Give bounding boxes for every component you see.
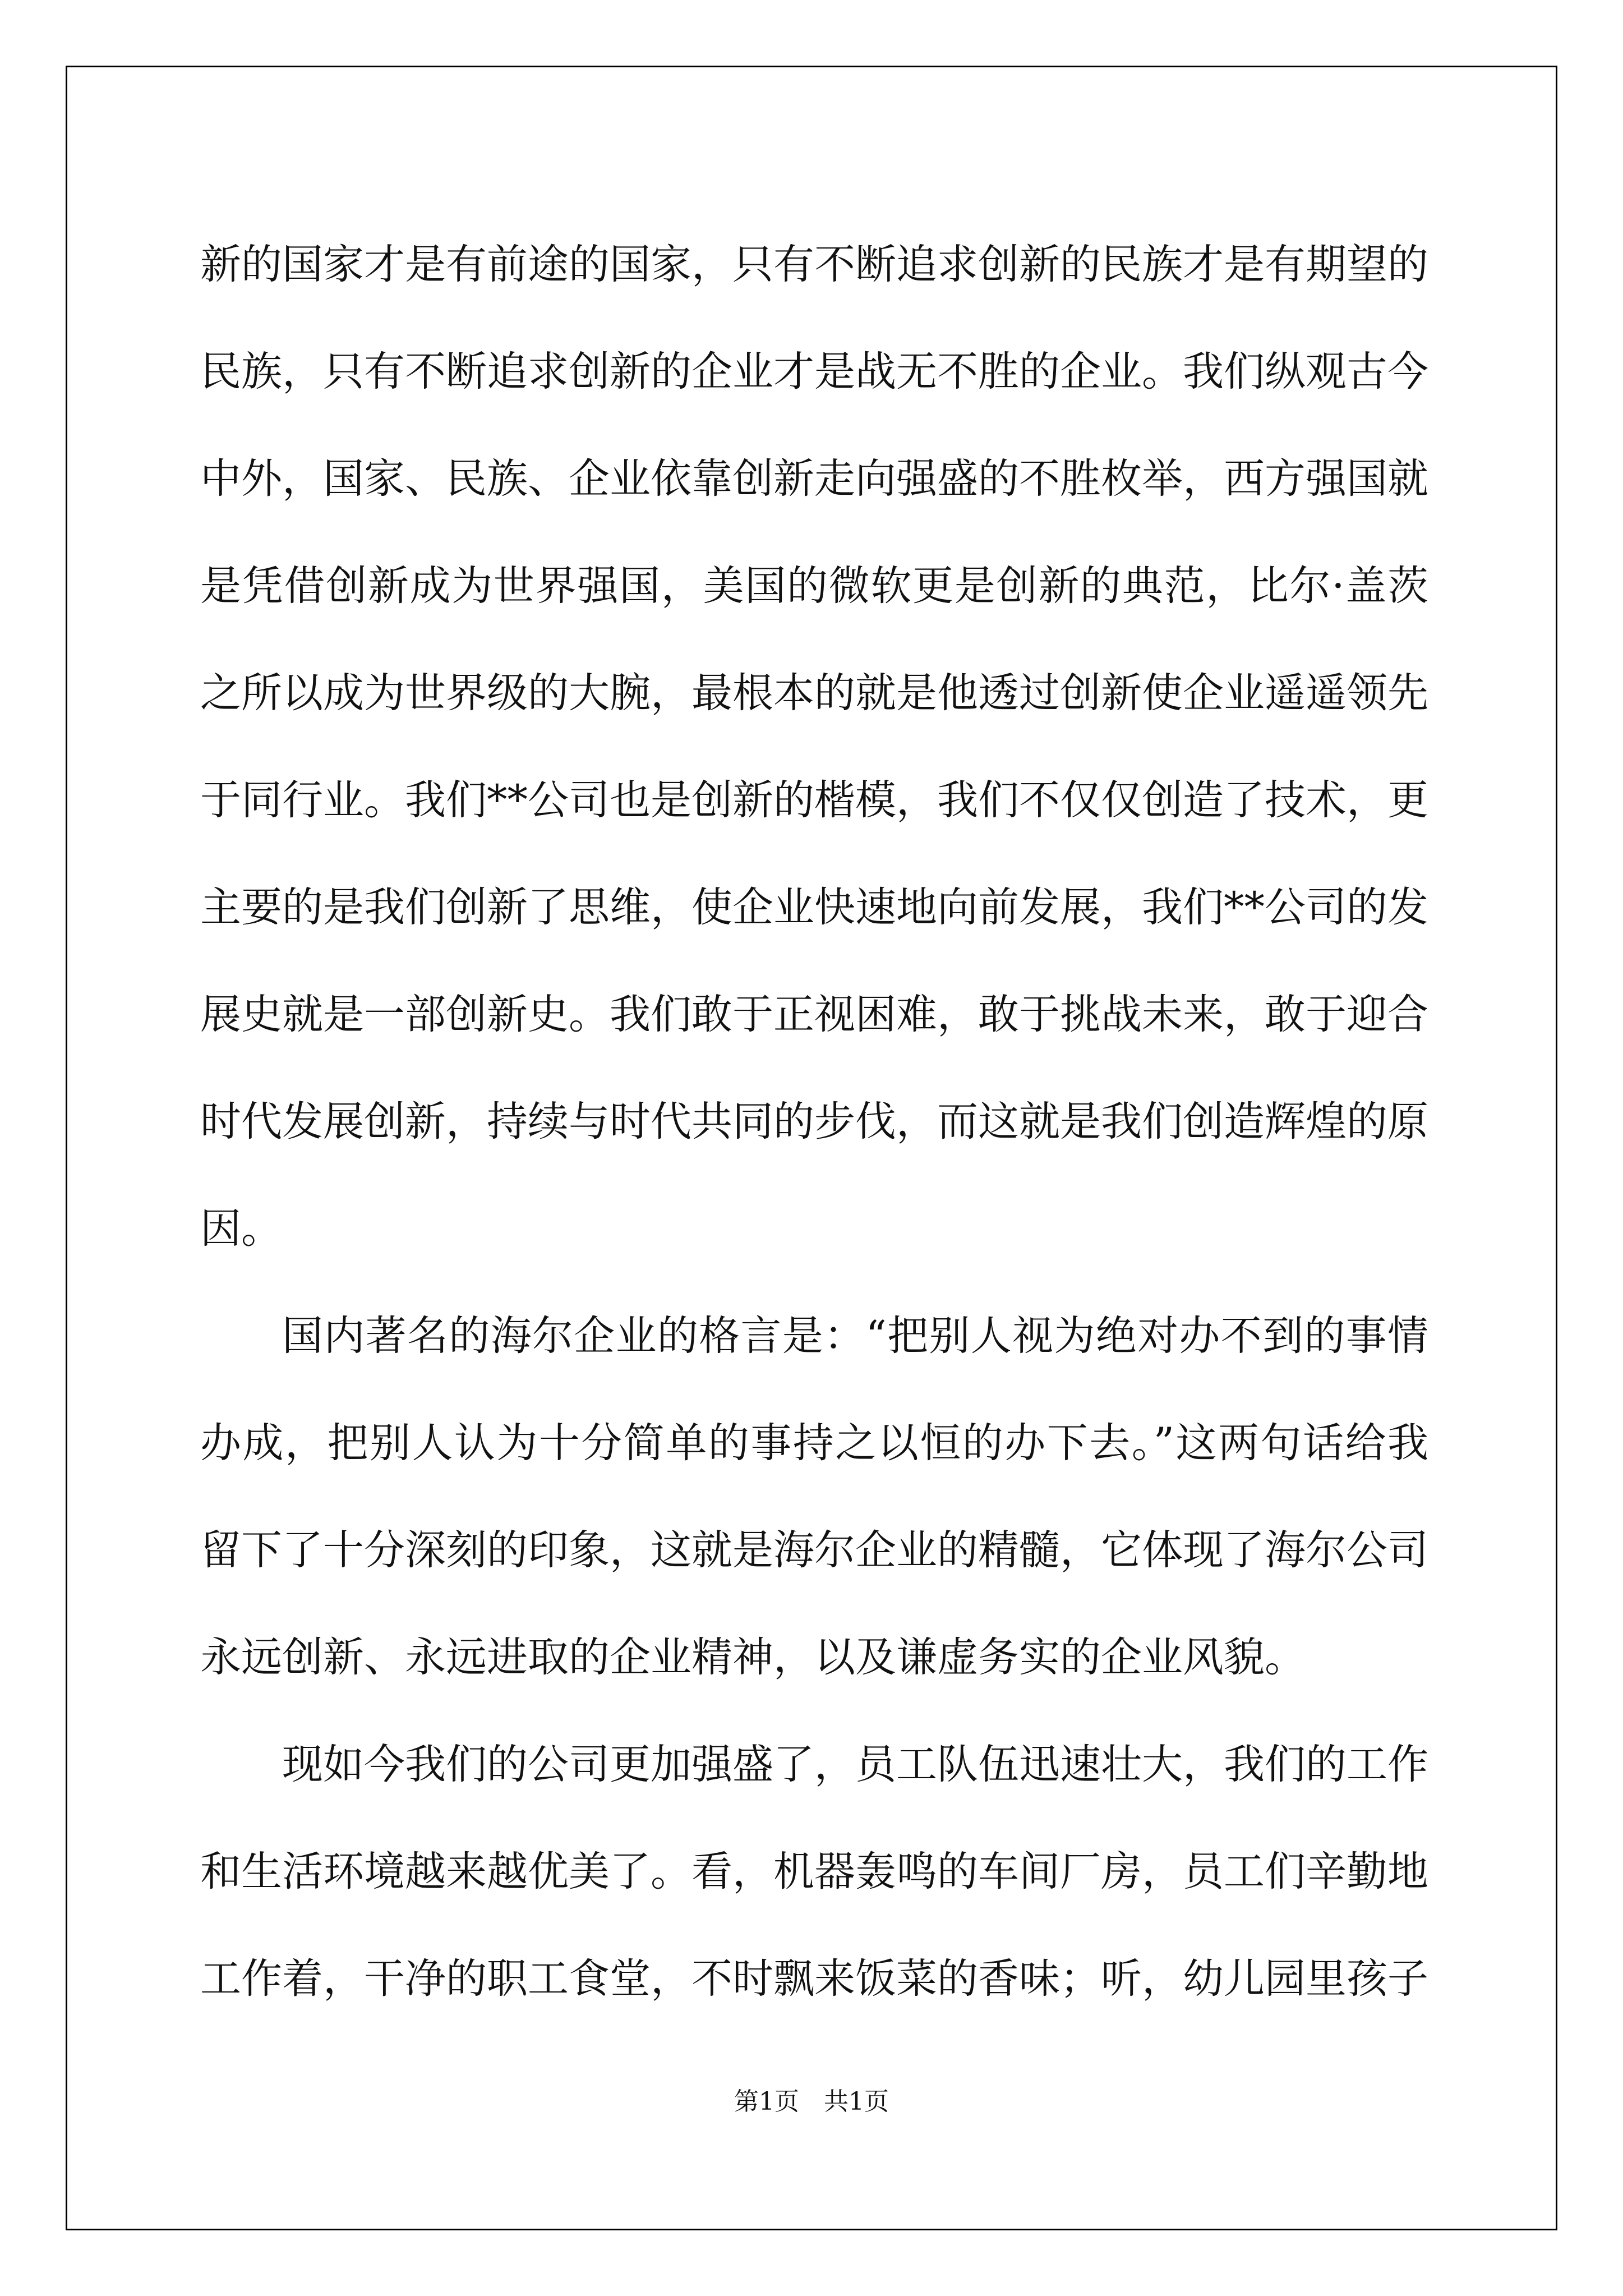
paragraph-first-line: 国内著名的海尔企业的格言是：“把别人视为绝对办不到的事情 — [282, 1312, 1428, 1360]
text-line: 中外，国家、民族、企业依靠创新走向强盛的不胜枚举，西方强国就 — [200, 455, 1428, 503]
text-line: 留下了十分深刻的印象，这就是海尔企业的精髓，它体现了海尔公司 — [200, 1526, 1428, 1574]
text-line: 民族，只有不断追求创新的企业才是战无不胜的企业。我们纵观古今 — [200, 348, 1428, 395]
text-line: 展史就是一部创新史。我们敢于正视困难，敢于挑战未来，敢于迎合 — [200, 991, 1428, 1038]
page-number-label: 第1页 共1页 — [734, 2087, 889, 2116]
text-line: 时代发展创新，持续与时代共同的步伐，而这就是我们创造辉煌的原 — [200, 1098, 1428, 1145]
paragraph-first-line: 现如今我们的公司更加强盛了，员工队伍迅速壮大，我们的工作 — [282, 1741, 1428, 1788]
text-line: 是凭借创新成为世界强国，美国的微软更是创新的典范，比尔·盖茨 — [200, 562, 1428, 610]
text-line: 因。 — [200, 1205, 282, 1253]
text-line: 办成，把别人认为十分简单的事持之以恒的办下去。”这两句话给我 — [200, 1419, 1428, 1467]
page-footer — [0, 2081, 1623, 2117]
text-line: 永远创新、永远进取的企业精神，以及谦虚务实的企业风貌。 — [200, 1634, 1306, 1681]
text-line: 于同行业。我们**公司也是创新的楷模，我们不仅仅创造了技术，更 — [200, 776, 1428, 824]
text-line: 和生活环境越来越优美了。看，机器轰鸣的车间厂房，员工们辛勤地 — [200, 1848, 1428, 1895]
text-line: 工作着，干净的职工食堂，不时飘来饭菜的香味；听，幼儿园里孩子 — [200, 1955, 1428, 2003]
text-line: 主要的是我们创新了思维，使企业快速地向前发展，我们**公司的发 — [200, 884, 1428, 931]
text-line: 新的国家才是有前途的国家，只有不断追求创新的民族才是有期望的 — [200, 241, 1428, 288]
document-body — [200, 211, 1428, 2032]
text-line: 之所以成为世界级的大腕，最根本的就是他透过创新使企业遥遥领先 — [200, 669, 1428, 717]
